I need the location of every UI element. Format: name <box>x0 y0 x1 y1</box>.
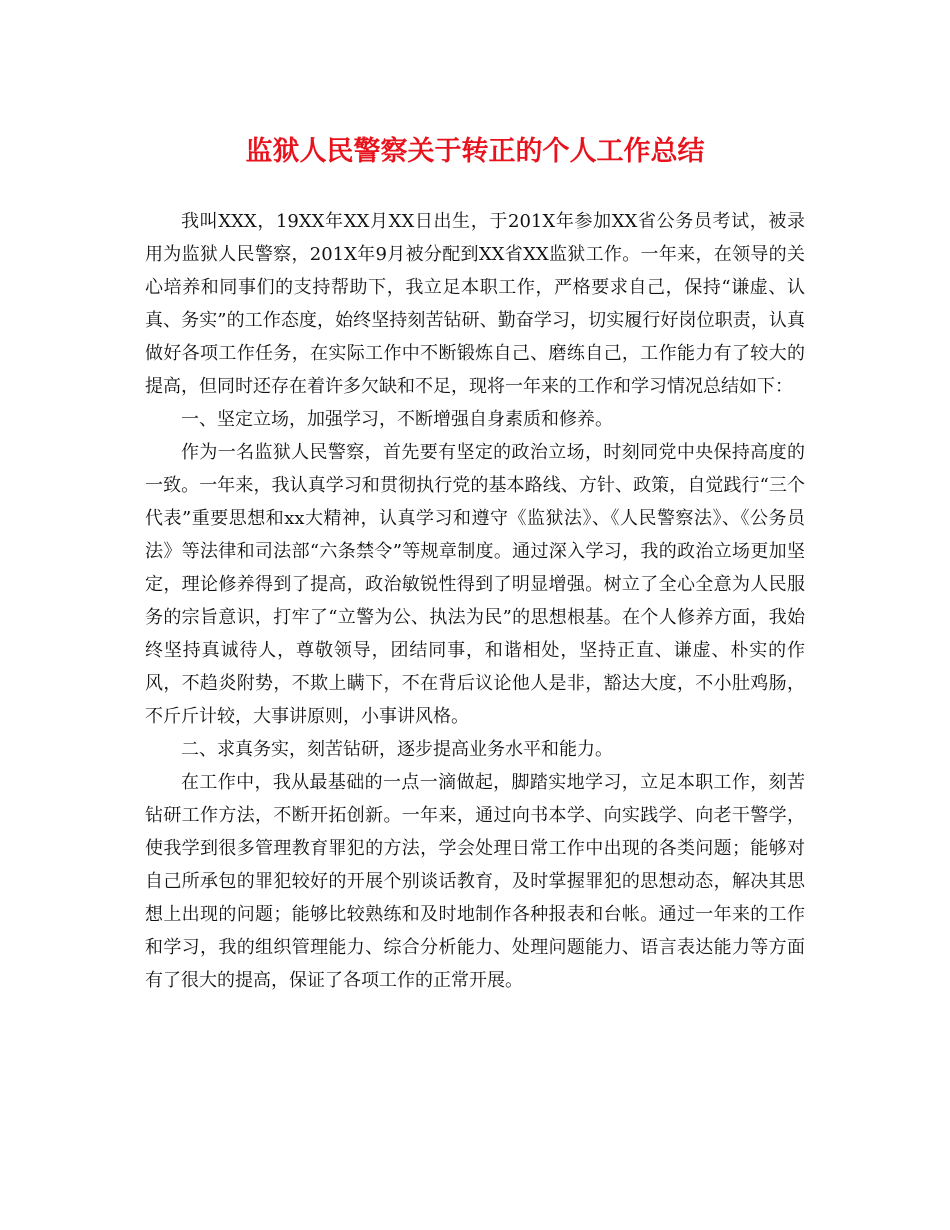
section-heading-2: 二、求真务实，刻苦钻研，逐步提高业务水平和能力。 <box>181 739 613 760</box>
document-title: 监狱人民警察关于转正的个人工作总结 <box>245 136 705 167</box>
paragraph-section-1: 作为一名监狱人民警察，首先要有坚定的政治立场，时刻同党中央保持高度的一致。一年来，我认真学习和贯彻执行党的基本路线、方针、政策，自觉践行“三个代表”重要思想和xx大精神，认真学习和遵守《监狱法》、《人民警察法》、《公务员法》等法律和司法部“六条禁令”等规章制度。通过深入学习，我的政治立场更加坚定，理论修养得到了提高，政治敏锐性得到了明显增强。树立了全心全意为人民服务的宗旨意识，打牢了“立警为公、执法为民”的思想根基。在个人修养方面，我始终坚持真诚待人，尊敬领导，团结同事，和谐相处，坚持正直、谦虚、朴实的作风，不趋炎附势，不欺上瞒下，不在背后议论他人是非，豁达大度，不小肚鸡肠，不斤斤计较，大事讲原则，小事讲风格。 <box>145 442 805 727</box>
document-body <box>145 205 805 997</box>
paragraph-section-2: 在工作中，我从最基础的一点一滴做起，脚踏实地学习，立足本职工作，刻苦钻研工作方法，不断开拓创新。一年来，通过向书本学、向实践学、向老干警学，使我学到很多管理教育罪犯的方法，学会处理日常工作中出现的各类问题；能够对自己所承包的罪犯较好的开展个别谈话教育，及时掌握罪犯的思想动态，解决其思想上出现的问题；能够比较熟练和及时地制作各种报表和台帐。通过一年来的工作和学习，我的组织管理能力、综合分析能力、处理问题能力、语言表达能力等方面有了很大的提高，保证了各项工作的正常开展。 <box>145 772 805 991</box>
section-heading-1: 一、坚定立场，加强学习，不断增强自身素质和修养。 <box>181 409 613 430</box>
paragraph-intro: 我叫XXX，19XX年XX月XX日出生，于201X年参加XX省公务员考试，被录用为监狱人民警察，201X年9月被分配到XX省XX监狱工作。一年来，在领导的关心培养和同事们的支持帮助下，我立足本职工作，严格要求自己，保持“谦虚、认真、务实”的工作态度，始终坚持刻苦钻研、勤奋学习，切实履行好岗位职责，认真做好各项工作任务，在实际工作中不断锻炼自己、磨练自己，工作能力有了较大的提高，但同时还存在着许多欠缺和不足，现将一年来的工作和学习情况总结如下： <box>145 211 805 397</box>
